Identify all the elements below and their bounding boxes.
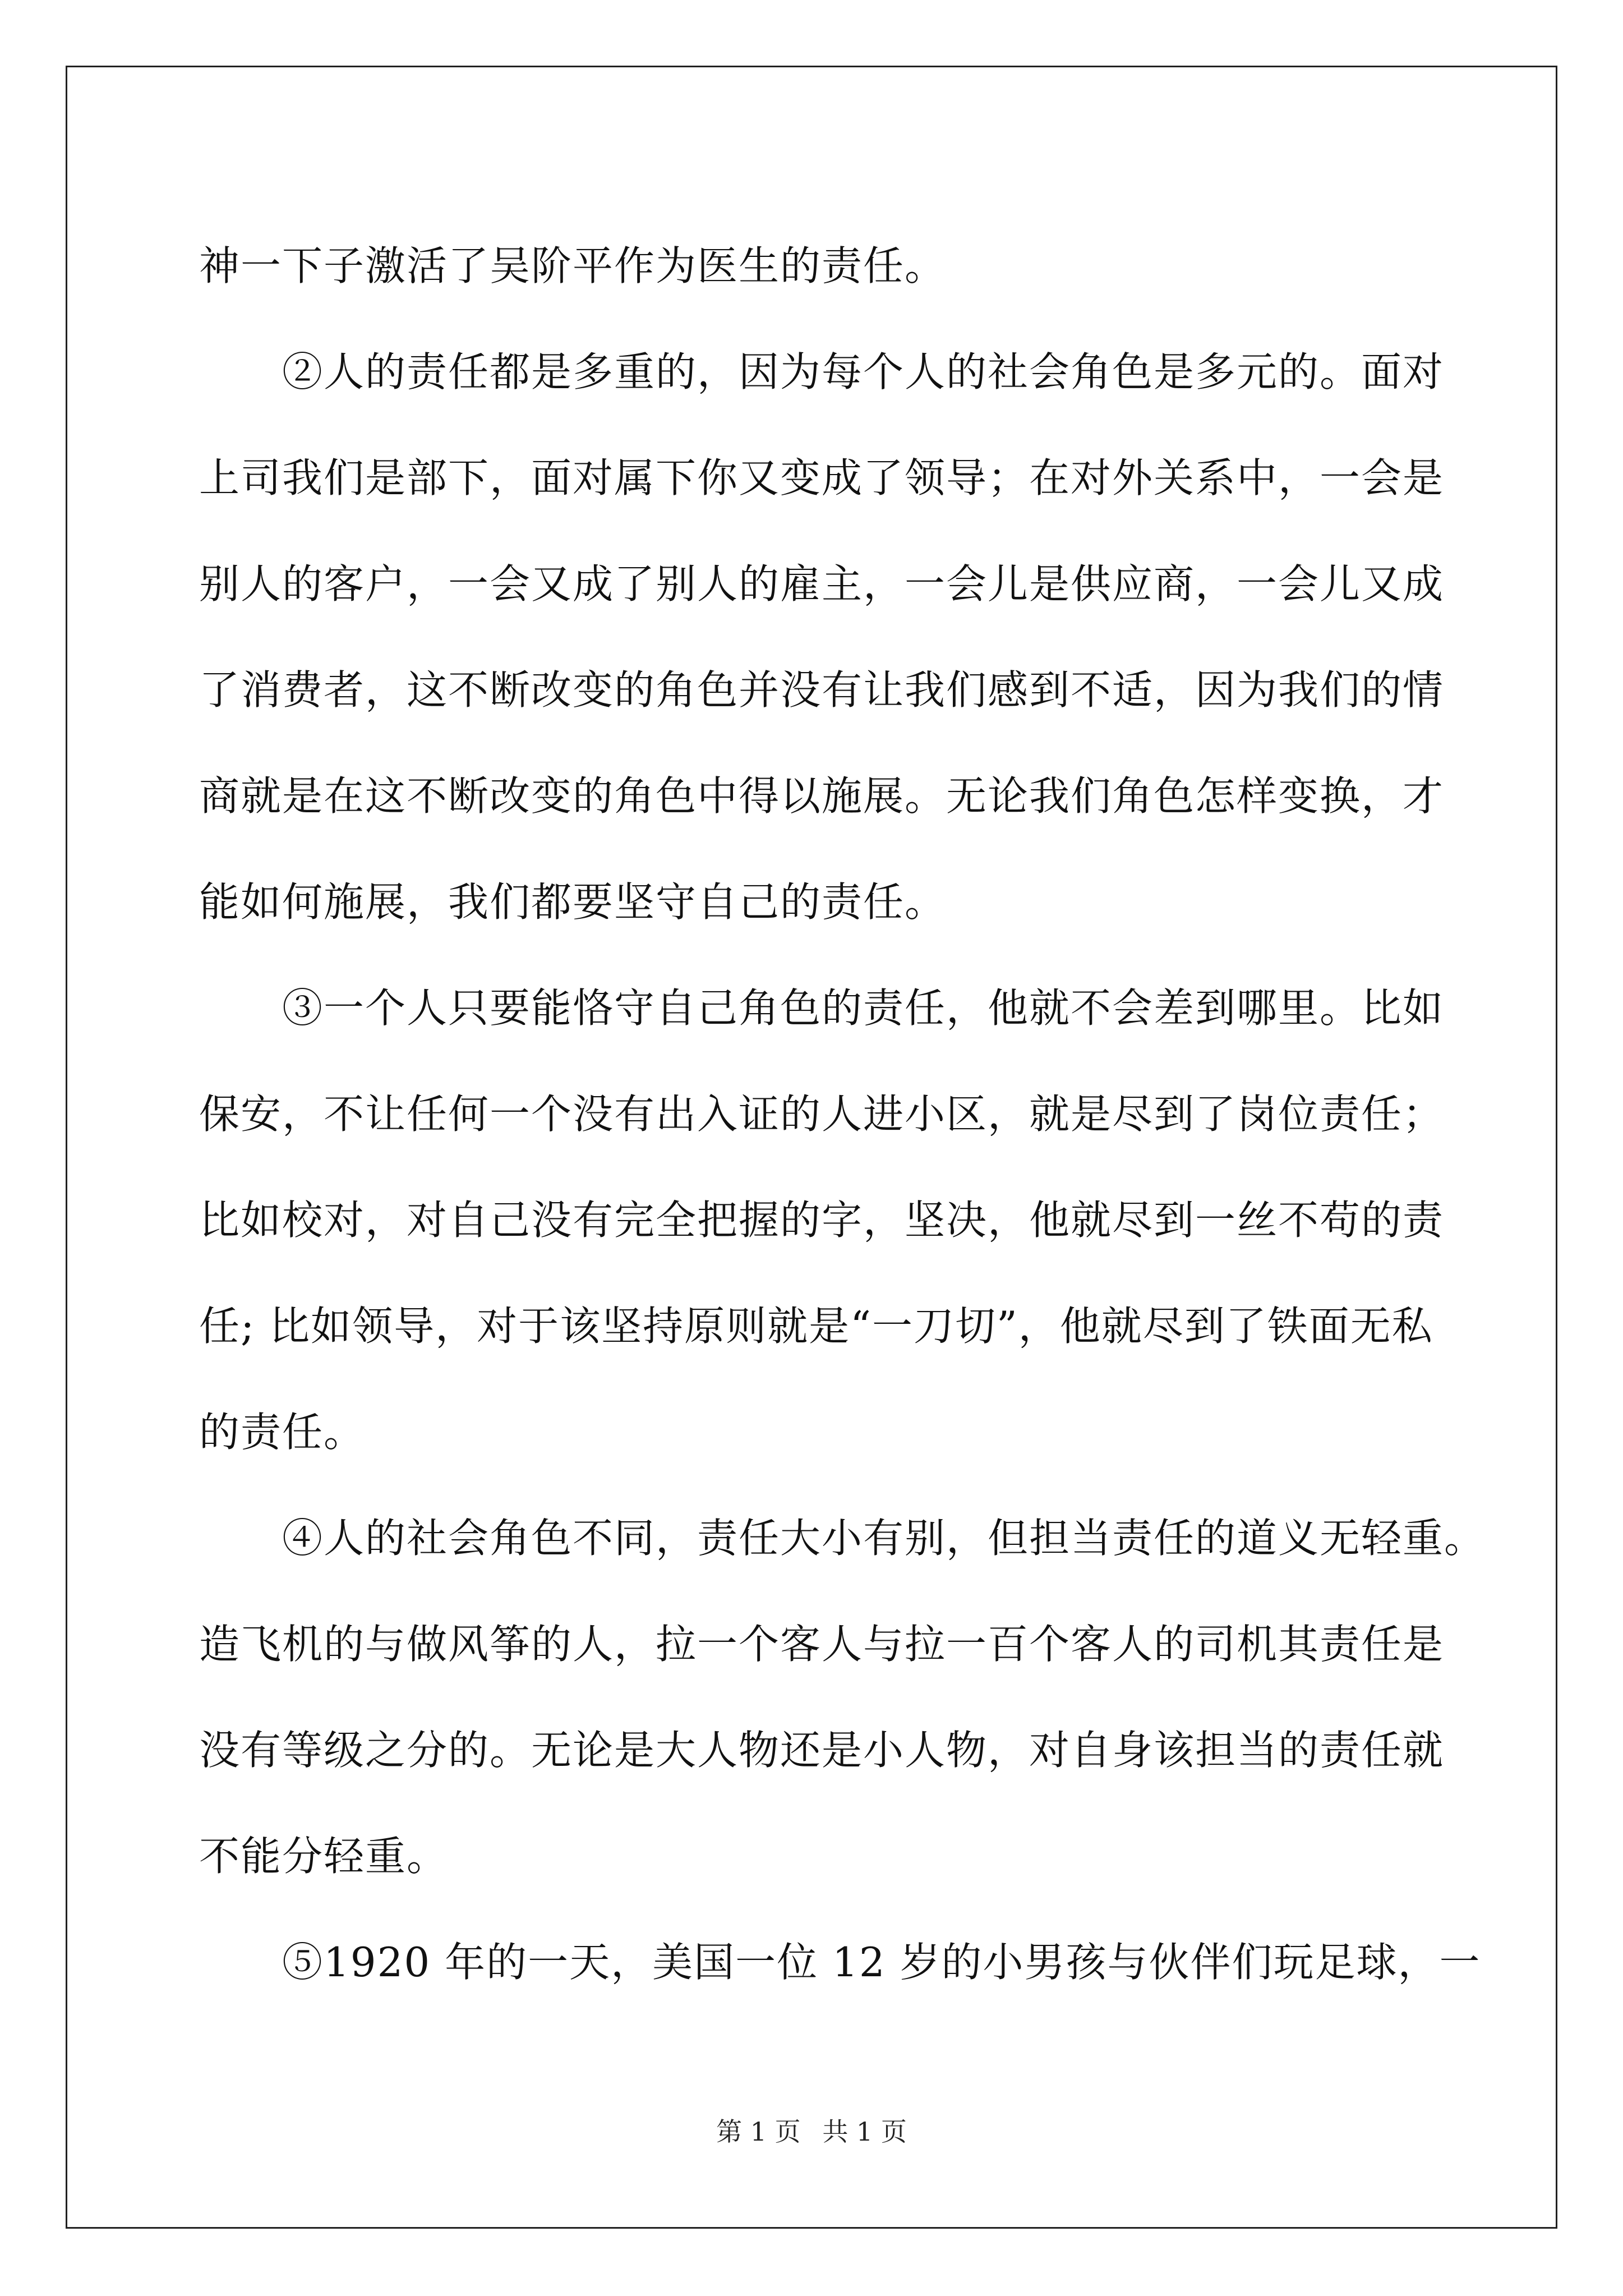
text-line: 造飞机的与做风筝的人，拉一个客人与拉一百个客人的司机其责任是 — [199, 1621, 1445, 1668]
text-line: 神一下子激活了吴阶平作为医生的责任。 — [199, 242, 947, 289]
page-total: 共 1 页 — [822, 2116, 907, 2147]
page-number: 第 1 页 — [716, 2116, 801, 2147]
text-line: 别人的客户，一会又成了别人的雇主，一会儿是供应商，一会儿又成 — [199, 560, 1445, 608]
text-line: 能如何施展，我们都要坚守自己的责任。 — [199, 878, 947, 926]
text-line: 不能分轻重。 — [199, 1833, 449, 1880]
text-line: 比如校对，对自己没有完全把握的字，坚决，他就尽到一丝不苟的责 — [199, 1197, 1445, 1244]
text-line: ⑤1920 年的一天，美国一位 12 岁的小男孩与伙伴们玩足球，一 — [199, 1939, 1481, 1986]
text-line: 上司我们是部下，面对属下你又变成了领导；在对外关系中，一会是 — [199, 454, 1445, 501]
text-line: 没有等级之分的。无论是大人物还是小人物，对自身该担当的责任就 — [199, 1727, 1445, 1774]
text-line: ③一个人只要能恪守自己角色的责任，他就不会差到哪里。比如 — [199, 984, 1445, 1032]
text-line: 商就是在这不断改变的角色中得以施展。无论我们角色怎样变换，才 — [199, 772, 1445, 820]
text-line: 了消费者，这不断改变的角色并没有让我们感到不适，因为我们的情 — [199, 666, 1445, 714]
text-line: 任; 比如领导，对于该坚持原则就是“一刀切”，他就尽到了铁面无私 — [199, 1303, 1433, 1350]
text-line: 的责任。 — [199, 1409, 366, 1456]
text-line: ②人的责任都是多重的，因为每个人的社会角色是多元的。面对 — [199, 348, 1445, 395]
text-line: 保安，不让任何一个没有出入证的人进小区，就是尽到了岗位责任； — [199, 1091, 1445, 1138]
text-line: ④人的社会角色不同，责任大小有别，但担当责任的道义无轻重。 — [199, 1515, 1486, 1562]
page-footer — [0, 2115, 1623, 2148]
document-body — [199, 213, 1486, 2016]
